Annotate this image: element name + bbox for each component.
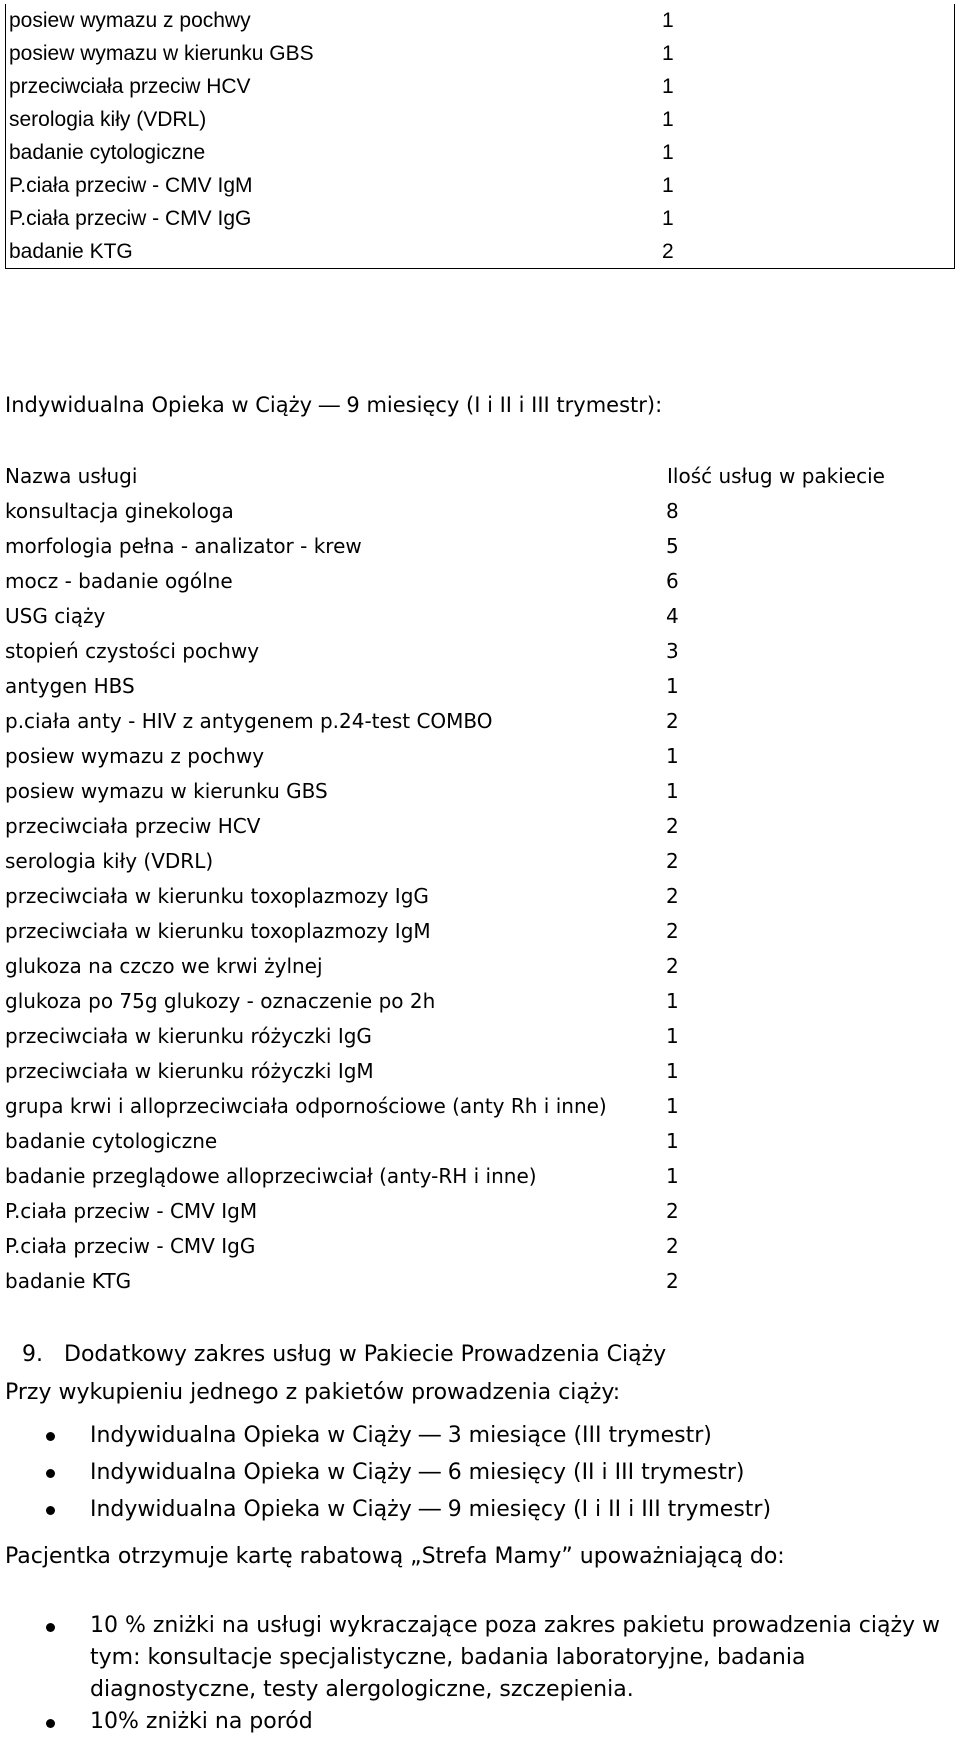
service-qty: 1 <box>666 1059 679 1083</box>
service-name: mocz - badanie ogólne <box>5 569 233 593</box>
package-bullet-list <box>0 1417 771 1528</box>
service-qty: 2 <box>666 954 679 978</box>
service-qty: 6 <box>666 569 679 593</box>
service-qty: 2 <box>666 919 679 943</box>
list-item <box>0 1417 771 1454</box>
list-item <box>0 1706 950 1738</box>
table-row <box>6 136 955 169</box>
table-row <box>6 4 955 37</box>
section-title-text: Dodatkowy zakres usług w Pakiecie Prowadzenia Ciąży <box>64 1342 667 1367</box>
section-9-title <box>22 1342 666 1367</box>
list-item <box>0 1491 771 1528</box>
service-name: p.ciała anty - HIV z antygenem p.24-test COMBO <box>5 709 493 733</box>
service-qty: 2 <box>666 1199 679 1223</box>
header-service-qty: Ilość usług w pakiecie <box>667 464 885 488</box>
service-qty: 1 <box>666 779 679 803</box>
services-table-top <box>5 4 955 269</box>
service-qty: 2 <box>666 884 679 908</box>
list-item-text: 10% zniżki na poród <box>90 1709 313 1734</box>
service-name: przeciwciała w kierunku toxoplazmozy IgM <box>5 919 431 943</box>
service-qty: 1 <box>659 136 955 169</box>
service-name: konsultacja ginekologa <box>5 499 234 523</box>
service-qty: 2 <box>666 814 679 838</box>
service-name: badanie KTG <box>5 1269 132 1293</box>
section-number: 9. <box>22 1342 43 1367</box>
service-qty: 8 <box>666 499 679 523</box>
service-name: morfologia pełna - analizator - krew <box>5 534 362 558</box>
service-qty: 1 <box>666 989 679 1013</box>
table-row <box>6 202 955 235</box>
service-qty: 1 <box>659 4 955 37</box>
service-name: antygen HBS <box>5 674 135 698</box>
service-name: stopień czystości pochwy <box>5 639 260 663</box>
service-name: USG ciąży <box>5 604 106 628</box>
package-9-heading: Indywidualna Opieka w Ciąży ― 9 miesięcy (I i II i III trymestr): <box>5 393 663 417</box>
service-qty: 1 <box>666 1094 679 1118</box>
discount-card-text: Pacjentka otrzymuje kartę rabatową „Strefa Mamy” upoważniającą do: <box>5 1544 785 1569</box>
service-qty: 1 <box>666 1024 679 1048</box>
service-qty: 2 <box>666 709 679 733</box>
table-row <box>6 70 955 103</box>
service-qty: 4 <box>666 604 679 628</box>
service-name: serologia kiły (VDRL) <box>6 103 660 136</box>
table-row <box>6 235 955 269</box>
list-item-text: Indywidualna Opieka w Ciąży ― 9 miesięcy (I i II i III trymestr) <box>90 1497 772 1522</box>
service-name: przeciwciała w kierunku toxoplazmozy IgG <box>5 884 429 908</box>
service-name: badanie cytologiczne <box>5 1129 218 1153</box>
service-qty: 2 <box>666 1269 679 1293</box>
service-name: P.ciała przeciw - CMV IgG <box>5 1234 256 1258</box>
service-qty: 5 <box>666 534 679 558</box>
service-name: przeciwciała w kierunku różyczki IgG <box>5 1024 372 1048</box>
service-name: P.ciała przeciw - CMV IgG <box>6 202 660 235</box>
service-name: posiew wymazu w kierunku GBS <box>5 779 328 803</box>
bullet-icon <box>46 1506 55 1515</box>
list-item-text: Indywidualna Opieka w Ciąży ― 6 miesięcy (II i III trymestr) <box>90 1460 745 1485</box>
service-qty: 1 <box>659 202 955 235</box>
list-item <box>0 1610 950 1706</box>
bullet-icon <box>46 1469 55 1478</box>
table-row <box>6 103 955 136</box>
service-name: badanie KTG <box>6 235 660 269</box>
benefit-bullet-list <box>0 1610 950 1738</box>
service-name: P.ciała przeciw - CMV IgM <box>6 169 660 202</box>
service-name: grupa krwi i alloprzeciwciała odpornościowe (anty Rh i inne) <box>5 1094 607 1118</box>
header-service-name: Nazwa usługi <box>5 464 138 488</box>
service-qty: 2 <box>666 849 679 873</box>
service-name: posiew wymazu w kierunku GBS <box>6 37 660 70</box>
bullet-icon <box>46 1719 55 1728</box>
service-name: przeciwciała w kierunku różyczki IgM <box>5 1059 374 1083</box>
list-item-text: 10 % zniżki na usługi wykraczające poza zakres pakietu prowadzenia ciąży w tym: konsultacje specjalistyczne, badania laboratoryjne, badania diagnostyczne, testy alergologiczne, szczepienia. <box>90 1613 941 1702</box>
service-name: serologia kiły (VDRL) <box>5 849 214 873</box>
service-name: glukoza na czczo we krwi żylnej <box>5 954 323 978</box>
service-name: posiew wymazu z pochwy <box>6 4 660 37</box>
service-name: badanie cytologiczne <box>6 136 660 169</box>
bullet-icon <box>46 1432 55 1441</box>
table-row <box>6 37 955 70</box>
service-qty: 1 <box>659 169 955 202</box>
service-name: glukoza po 75g glukozy - oznaczenie po 2h <box>5 989 436 1013</box>
service-name: przeciwciała przeciw HCV <box>6 70 660 103</box>
service-qty: 1 <box>666 744 679 768</box>
service-name: przeciwciała przeciw HCV <box>5 814 261 838</box>
section-intro: Przy wykupieniu jednego z pakietów prowadzenia ciąży: <box>5 1380 621 1405</box>
service-qty: 1 <box>666 674 679 698</box>
service-qty: 1 <box>666 1164 679 1188</box>
service-qty: 2 <box>659 235 955 269</box>
service-name: badanie przeglądowe alloprzeciwciał (anty-RH i inne) <box>5 1164 537 1188</box>
service-name: P.ciała przeciw - CMV IgM <box>5 1199 258 1223</box>
service-qty: 2 <box>666 1234 679 1258</box>
service-qty: 1 <box>659 37 955 70</box>
service-qty: 3 <box>666 639 679 663</box>
list-item <box>0 1454 771 1491</box>
service-qty: 1 <box>659 70 955 103</box>
table-row <box>6 169 955 202</box>
service-qty: 1 <box>659 103 955 136</box>
bullet-icon <box>46 1623 55 1632</box>
service-qty: 1 <box>666 1129 679 1153</box>
list-item-text: Indywidualna Opieka w Ciąży ― 3 miesiące (III trymestr) <box>90 1423 712 1448</box>
service-name: posiew wymazu z pochwy <box>5 744 265 768</box>
